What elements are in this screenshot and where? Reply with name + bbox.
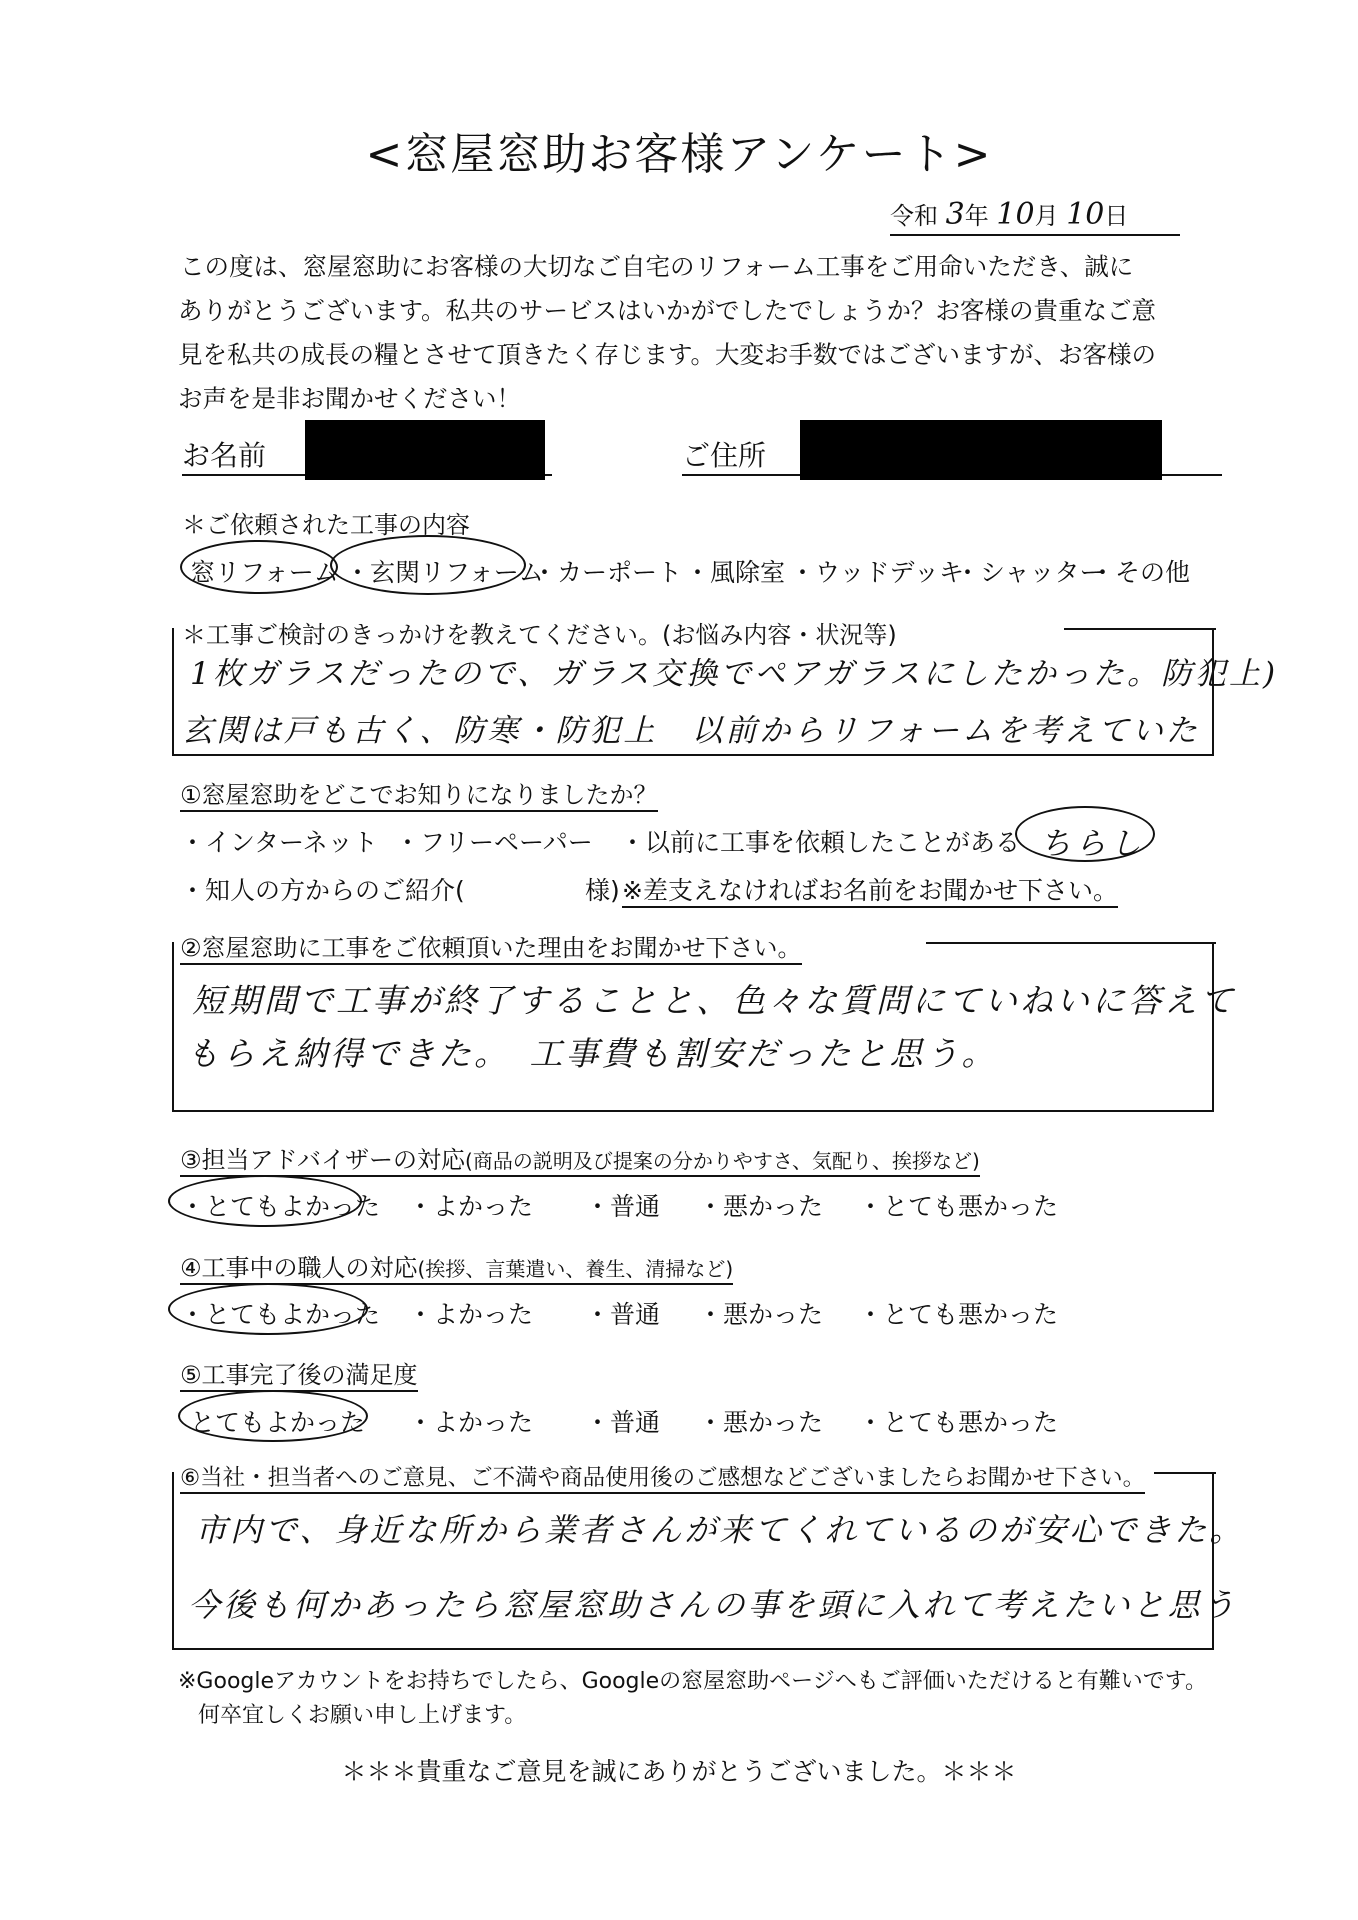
- intro-line: ありがとうございます。私共のサービスはいかがでしたでしょうか？お客様の貴重なご意: [178, 296, 1157, 325]
- q4-label: ④工事中の職人の対応: [180, 1254, 418, 1282]
- google-note-line: 何卒宜しくお願い申し上げます。: [198, 1703, 527, 1728]
- work-type-label: ＊ご依頼された工事の内容: [182, 511, 470, 539]
- box-top-line: [1064, 628, 1216, 630]
- date-month-unit: 月: [1034, 202, 1059, 230]
- intro-line: お声を是非お聞かせください！: [178, 384, 521, 413]
- selection-circle: [178, 1390, 368, 1442]
- name-label: お名前: [182, 439, 267, 472]
- q3-sublabel: (商品の説明及び提案の分かりやすさ、気配り、挨拶など): [465, 1149, 980, 1173]
- q3-option-very-good: ・とてもよかった: [180, 1192, 381, 1221]
- q3-option-good: ・よかった: [408, 1192, 534, 1221]
- q4-option-normal: ・普通: [585, 1300, 661, 1329]
- q4-sublabel: (挨拶、言葉遣い、養生、清掃など): [417, 1257, 734, 1281]
- q4-label-wrap: [180, 1248, 733, 1283]
- q2-answer-box: [172, 942, 1214, 1112]
- name-redaction: [305, 420, 545, 480]
- intro-line: 見を私共の成長の糧とさせて頂きたく存じます。大変お手数ではございますが、お客様の: [178, 340, 1157, 369]
- q5-option-bad: ・悪かった: [698, 1408, 824, 1437]
- google-note-line: ※Googleアカウントをお持ちでしたら、Googleの窓屋窓助ページへもご評価いただけると有難いです。: [178, 1669, 1207, 1694]
- q6-label: ⑥当社・担当者へのご意見、ご不満や商品使用後のご感想などございましたらお聞かせ下さい。: [180, 1465, 1145, 1494]
- q2-label: ②窓屋窓助に工事をご依頼頂いた理由をお聞かせ下さい。: [180, 934, 802, 965]
- q4-option-good: ・よかった: [408, 1300, 534, 1329]
- selection-circle: [168, 1283, 368, 1335]
- q1-option-freepaper: ・フリーペーパー: [395, 828, 593, 857]
- work-option-windbreak: ・風除室: [685, 558, 786, 587]
- q3-option-normal: ・普通: [585, 1192, 661, 1221]
- reason-label: ＊工事ご検討のきっかけを教えてください。(お悩み内容・状況等): [182, 621, 897, 649]
- work-option-other: ・その他: [1090, 558, 1191, 587]
- date-era: 令和: [890, 202, 938, 230]
- q1-option-internet: ・インターネット: [180, 828, 378, 857]
- q4-option-very-good: ・とてもよかった: [180, 1300, 381, 1329]
- q2-answer-line: もらえ納得できた。 工事費も割安だったと思う。: [186, 1034, 998, 1073]
- q5-option-very-good: とてもよかった: [190, 1408, 366, 1437]
- date-year: 3: [945, 197, 965, 232]
- q3-label: ③担当アドバイザーの対応: [180, 1146, 466, 1174]
- selection-circle: [180, 540, 338, 594]
- reason-answer-line: 1枚ガラスだったので、ガラス交換でペアガラスにしたかった。防犯上): [190, 656, 1279, 692]
- page-title: <窓屋窓助お客様アンケート>: [365, 129, 993, 180]
- q5-label-wrap: [180, 1355, 418, 1390]
- date-day-unit: 日: [1104, 202, 1129, 230]
- google-review-note: [178, 1665, 1207, 1733]
- q3-option-bad: ・悪かった: [698, 1192, 824, 1221]
- q4-option-bad: ・悪かった: [698, 1300, 824, 1329]
- q3-label-wrap: [180, 1140, 980, 1175]
- q1-note-wrap: [622, 871, 1118, 907]
- date-day: 10: [1066, 197, 1105, 232]
- q5-option-normal: ・普通: [585, 1408, 661, 1437]
- box-top-line: [926, 942, 1216, 944]
- q6-answer-line: 今後も何かあったら窓屋窓助さんの事を頭に入れて考えたいと思う: [188, 1586, 1238, 1624]
- intro-paragraph: [180, 245, 1180, 421]
- q1-label-wrap: [180, 775, 658, 810]
- q5-option-good: ・よかった: [408, 1408, 534, 1437]
- box-top-line: [1154, 1472, 1216, 1474]
- work-option-shutter: ・シャッター: [955, 558, 1105, 587]
- date-month: 10: [996, 197, 1035, 232]
- thank-you-footer: ＊＊＊貴重なご意見を誠にありがとうございました。＊＊＊: [341, 1757, 1017, 1786]
- work-option-wooddeck: ・ウッドデッキ: [790, 558, 965, 587]
- q4-option-very-bad: ・とても悪かった: [858, 1300, 1059, 1329]
- selection-circle: [330, 535, 526, 595]
- selection-circle: [168, 1175, 362, 1227]
- reason-answer-line: 玄関は戸も古く、防寒・防犯上 以前からリフォームを考えていた: [182, 713, 1200, 749]
- q5-label: ⑤工事完了後の満足度: [180, 1361, 418, 1392]
- q5-option-very-bad: ・とても悪かった: [858, 1408, 1059, 1437]
- address-label: ご住所: [682, 439, 767, 472]
- q1-note: ※差支えなければお名前をお聞かせ下さい。: [622, 876, 1118, 908]
- q1-handwritten-answer: ちらし: [1040, 826, 1145, 862]
- q6-answer-line: 市内で、身近な所から業者さんが来てくれているのが安心できた。: [195, 1511, 1245, 1549]
- intro-line: この度は、窓屋窓助にお客様の大切なご自宅のリフォーム工事をご用命いただき、誠に: [180, 252, 1134, 281]
- work-option-window: 窓リフォーム: [190, 558, 339, 587]
- address-redaction: [800, 420, 1162, 480]
- survey-date: [890, 196, 1180, 236]
- date-year-unit: 年: [964, 202, 989, 230]
- q1-option-previous: ・以前に工事を依頼したことがある: [620, 828, 1021, 857]
- work-option-carport: ・カーポート: [532, 558, 683, 587]
- q3-option-very-bad: ・とても悪かった: [858, 1192, 1059, 1221]
- selection-circle: [1015, 806, 1155, 862]
- q1-referral-suffix: 様): [585, 876, 620, 905]
- work-option-entrance: ・玄関リフォーム: [345, 558, 544, 587]
- q2-answer-line: 短期間で工事が終了することと、色々な質問にていねいに答えて: [192, 981, 1236, 1020]
- q1-label: ①窓屋窓助をどこでお知りになりましたか？: [180, 781, 658, 812]
- q1-option-referral: ・知人の方からのご紹介(: [180, 876, 465, 905]
